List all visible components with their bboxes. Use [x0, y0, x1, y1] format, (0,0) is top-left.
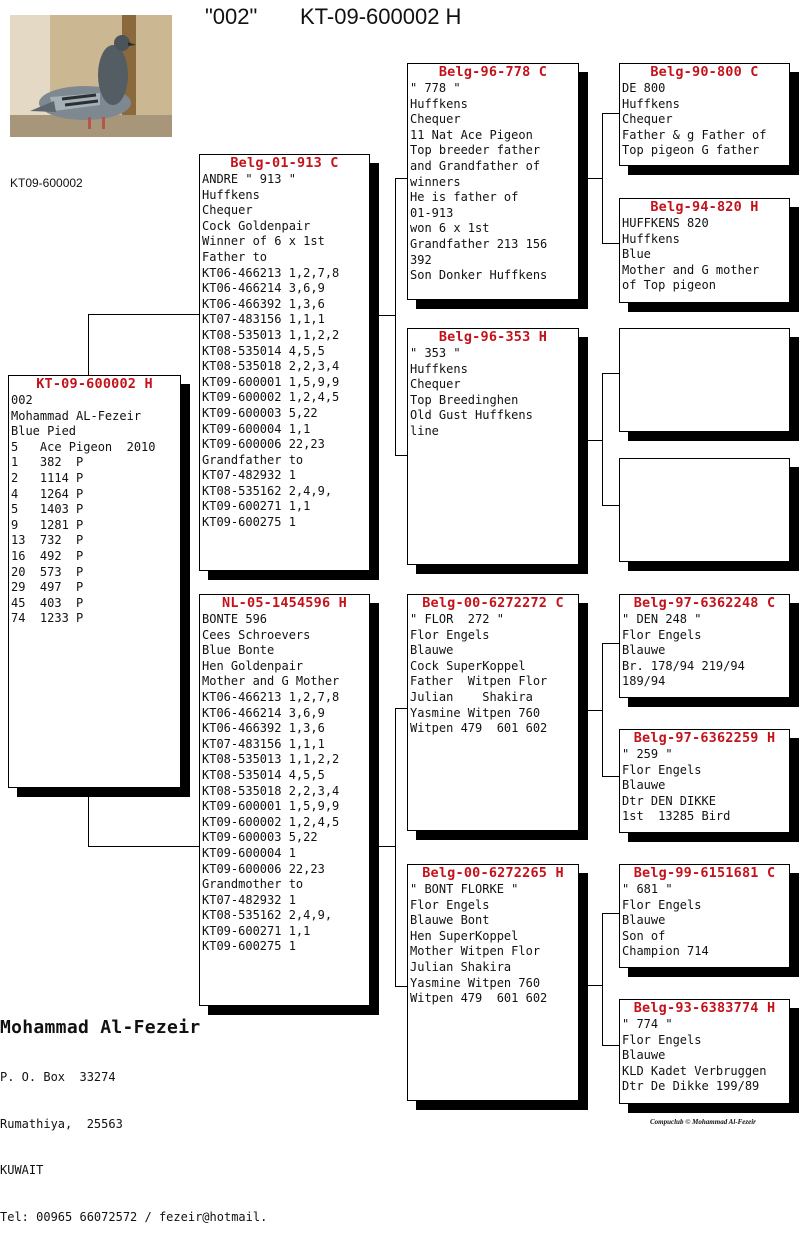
owner-line: P. O. Box 33274: [0, 1070, 116, 1084]
pedigree-line: KT07-482932 1: [202, 892, 296, 907]
pedigree-line: KT07-482932 1: [202, 468, 296, 483]
pedigree-line: KT06-466213 1,2,7,8: [202, 689, 340, 704]
pedigree-line: KT09-600275 1: [202, 939, 296, 954]
pedigree-line: 5 Ace Pigeon 2010: [11, 439, 156, 454]
pedigree-line: 1st 13285 Bird: [622, 809, 731, 824]
pedigree-line: Blauwe: [622, 643, 666, 658]
pedigree-line: and Grandfather of: [410, 158, 541, 173]
pedigree-line: Blauwe: [622, 778, 666, 793]
pigeon-photo: [10, 15, 172, 137]
pedigree-line: Winner of 6 x 1st: [202, 234, 325, 249]
pedigree-line: 11 Nat Ace Pigeon: [410, 127, 533, 142]
pedigree-line: " 259 ": [622, 747, 673, 761]
connector: [602, 643, 603, 776]
pedigree-line: Father to: [202, 249, 268, 264]
pedigree-line: Blauwe: [410, 643, 454, 658]
connector: [586, 985, 602, 986]
pedigree-line: Mohammad AL-Fezeir: [11, 408, 142, 423]
pedigree-ddd-box: [619, 999, 790, 1104]
pedigree-dam-box: [199, 594, 370, 1006]
pedigree-line: Blue Pied: [11, 424, 77, 439]
sire-ring: Belg-01-913 C: [230, 155, 339, 171]
pedigree-line: 5 1403 P: [11, 502, 84, 517]
pedigree-line: " 778 ": [410, 81, 461, 95]
connector: [602, 373, 619, 374]
pedigree-line: Dtr De Dikke 199/89: [622, 1079, 760, 1094]
owner-line: KUWAIT: [0, 1163, 44, 1177]
pedigree-line: Flor Engels: [410, 627, 490, 642]
pedigree-line: 1 382 P: [11, 455, 84, 470]
pedigree-line: KT08-535013 1,1,2,2: [202, 752, 340, 767]
dds-ring: Belg-99-6151681 C: [633, 865, 776, 881]
pedigree-line: KT09-600003 5,22: [202, 830, 318, 845]
pedigree-dam-dam-box: [407, 864, 579, 1101]
connector: [395, 178, 407, 179]
connector: [602, 505, 619, 506]
pedigree-line: KT08-535018 2,2,3,4: [202, 783, 340, 798]
dsd-ring: Belg-97-6362259 H: [633, 730, 776, 746]
pedigree-line: Chequer: [410, 112, 461, 127]
pedigree-line: Cock SuperKoppel: [410, 658, 526, 673]
pedigree-line: Witpen 479 601 602: [410, 991, 548, 1006]
pedigree-line: " 353 ": [410, 346, 461, 360]
pedigree-line: Top Breedinghen: [410, 392, 519, 407]
subject-ring: KT-09-600002 H: [36, 376, 153, 392]
pedigree-line: Blauwe: [622, 913, 666, 928]
pedigree-line: Flor Engels: [622, 897, 702, 912]
pedigree-sire-sire-box: [407, 63, 579, 300]
pedigree-line: Father Witpen Flor: [410, 674, 548, 689]
connector: [602, 243, 619, 244]
sire-dam-details: [408, 346, 578, 440]
owner-line: Rumathiya, 25563: [0, 1116, 123, 1131]
pedigree-line: Huffkens: [410, 361, 468, 376]
pedigree-line: Son of: [622, 928, 666, 943]
pedigree-ssd-box: [619, 198, 790, 303]
pedigree-line: Grandmother to: [202, 877, 304, 892]
connector: [602, 1045, 619, 1046]
pedigree-line: Chequer: [622, 112, 673, 127]
pigeon-photo-icon: [10, 15, 172, 137]
ssd-details: [620, 216, 789, 294]
pedigree-line: 2 1114 P: [11, 470, 84, 485]
pedigree-line: KT08-535014 4,5,5: [202, 767, 325, 782]
pedigree-line: Cock Goldenpair: [202, 218, 311, 233]
pedigree-line: " FLOR 272 ": [410, 612, 504, 626]
connector: [586, 440, 602, 441]
pedigree-line: Champion 714: [622, 944, 709, 959]
pedigree-line: 16 492 P: [11, 548, 84, 563]
dam-dam-details: [408, 882, 578, 1007]
dds-details: [620, 882, 789, 960]
pedigree-line: KT06-466214 3,6,9: [202, 281, 325, 296]
pedigree-line: Flor Engels: [622, 627, 702, 642]
dsd-details: [620, 747, 789, 825]
pedigree-line: Br. 178/94 219/94: [622, 658, 745, 673]
pedigree-line: KT09-600001 1,5,9,9: [202, 799, 340, 814]
sdd-ring: [620, 459, 789, 476]
pedigree-line: DE 800: [622, 81, 666, 95]
pedigree-line: 189/94: [622, 674, 666, 689]
pedigree-line: " 681 ": [622, 882, 673, 896]
pedigree-line: KT08-535014 4,5,5: [202, 343, 325, 358]
pedigree-line: " 774 ": [622, 1017, 673, 1031]
pedigree-subject-box: [8, 375, 181, 788]
pedigree-line: Yasmine Witpen 760: [410, 975, 541, 990]
pedigree-line: Julian Shakira: [410, 689, 533, 704]
connector: [586, 178, 602, 179]
pedigree-line: Hen Goldenpair: [202, 658, 304, 673]
pedigree-line: 45 403 P: [11, 595, 84, 610]
connector: [88, 846, 200, 847]
connector: [586, 710, 602, 711]
pedigree-line: KT08-535018 2,2,3,4: [202, 359, 340, 374]
connector: [602, 643, 619, 644]
pedigree-line: Hen SuperKoppel: [410, 928, 519, 943]
pedigree-line: KT09-600002 1,2,4,5: [202, 814, 340, 829]
pedigree-line: " BONT FLORKE ": [410, 882, 519, 896]
pedigree-line: Father & g Father of: [622, 127, 767, 142]
dam-sire-details: [408, 612, 578, 737]
owner-line: Tel: 00965 66072572 / fezeir@hotmail.: [0, 1209, 268, 1224]
connector: [395, 708, 396, 986]
connector: [370, 846, 395, 847]
pedigree-line: 392: [410, 252, 432, 267]
pedigree-line: BONTE 596: [202, 612, 268, 626]
sire-sire-ring: Belg-96-778 C: [438, 64, 548, 80]
pedigree-line: Top pigeon G father: [622, 143, 760, 158]
sire-details: [200, 172, 369, 531]
pedigree-line: Flor Engels: [622, 1032, 702, 1047]
sds-ring: [620, 329, 789, 346]
connector: [395, 708, 407, 709]
ddd-details: [620, 1017, 789, 1095]
connector: [602, 113, 603, 243]
sire-dam-ring: Belg-96-353 H: [438, 329, 548, 345]
pedigree-line: Mother Witpen Flor: [410, 944, 541, 959]
pedigree-sire-box: [199, 154, 370, 571]
pedigree-line: KT09-600002 1,2,4,5: [202, 390, 340, 405]
pedigree-line: KT09-600004 1,1: [202, 421, 311, 436]
ssd-ring: Belg-94-820 H: [650, 199, 759, 215]
pedigree-line: Huffkens: [202, 187, 260, 202]
connector: [602, 776, 619, 777]
pedigree-line: KT08-535162 2,4,9,: [202, 908, 333, 923]
pedigree-line: Old Gust Huffkens: [410, 408, 533, 423]
sss-details: [620, 81, 789, 159]
pedigree-line: Grandfather 213 156: [410, 236, 548, 251]
pedigree-line: Grandfather to: [202, 452, 304, 467]
pedigree-line: HUFFKENS 820: [622, 216, 709, 230]
subject-details: [9, 393, 180, 627]
dss-details: [620, 612, 789, 690]
pedigree-line: Chequer: [410, 377, 461, 392]
pedigree-line: ANDRE " 913 ": [202, 172, 296, 186]
dam-ring: NL-05-1454596 H: [222, 595, 347, 611]
footer-credit: Compuclub © Mohammad Al-Fezeir: [650, 1118, 756, 1126]
pedigree-line: " DEN 248 ": [622, 612, 702, 626]
pedigree-sire-dam-box: [407, 328, 579, 565]
pedigree-line: Dtr DEN DIKKE: [622, 793, 716, 808]
pedigree-line: won 6 x 1st: [410, 221, 490, 236]
pedigree-line: KT09-600275 1: [202, 515, 296, 530]
sss-ring: Belg-90-800 C: [650, 64, 759, 80]
pedigree-line: line: [410, 423, 439, 438]
pigeon-ring-title: KT-09-600002 H: [300, 4, 462, 29]
pedigree-sds-box: [619, 328, 790, 432]
photo-ring-label: KT09-600002: [10, 176, 83, 190]
pedigree-line: Flor Engels: [410, 897, 490, 912]
pedigree-dam-sire-box: [407, 594, 579, 831]
pedigree-line: Huffkens: [622, 231, 680, 246]
pedigree-line: KT09-600006 22,23: [202, 437, 325, 452]
connector: [88, 314, 89, 375]
pedigree-line: Mother and G mother: [622, 262, 760, 277]
pedigree-dss-box: [619, 594, 790, 698]
pedigree-line: Blauwe Bont: [410, 913, 490, 928]
pedigree-line: Blauwe: [622, 1048, 666, 1063]
pedigree-line: 01-913: [410, 205, 454, 220]
ddd-ring: Belg-93-6383774 H: [633, 1000, 776, 1016]
pedigree-line: KLD Kadet Verbruggen: [622, 1063, 767, 1078]
pedigree-line: KT07-483156 1,1,1: [202, 736, 325, 751]
pedigree-line: 9 1281 P: [11, 517, 84, 532]
connector: [88, 788, 89, 846]
pedigree-line: Top breeder father: [410, 143, 541, 158]
connector: [395, 178, 396, 455]
pedigree-line: KT09-600006 22,23: [202, 861, 325, 876]
pedigree-line: Huffkens: [622, 96, 680, 111]
pedigree-line: Blue: [622, 247, 651, 262]
pedigree-line: He is father of: [410, 190, 519, 205]
pedigree-dsd-box: [619, 729, 790, 833]
connector: [602, 913, 619, 914]
dss-ring: Belg-97-6362248 C: [633, 595, 776, 611]
pedigree-line: winners: [410, 174, 461, 189]
pedigree-line: KT06-466214 3,6,9: [202, 705, 325, 720]
pedigree-line: of Top pigeon: [622, 278, 716, 293]
pedigree-line: KT09-600271 1,1: [202, 499, 311, 514]
dam-details: [200, 612, 369, 955]
connector: [370, 315, 395, 316]
pedigree-line: KT09-600001 1,5,9,9: [202, 374, 340, 389]
pedigree-line: KT09-600004 1: [202, 845, 296, 860]
pedigree-line: Blue Bonte: [202, 643, 275, 658]
pedigree-line: Son Donker Huffkens: [410, 268, 548, 283]
pedigree-line: KT06-466392 1,3,6: [202, 296, 325, 311]
pedigree-line: KT09-600271 1,1: [202, 923, 311, 938]
pedigree-line: 4 1264 P: [11, 486, 84, 501]
pedigree-line: Yasmine Witpen 760: [410, 705, 541, 720]
connector: [602, 113, 619, 114]
pedigree-line: 29 497 P: [11, 580, 84, 595]
pedigree-line: KT08-535013 1,1,2,2: [202, 327, 340, 342]
connector: [602, 913, 603, 1045]
pedigree-line: KT09-600003 5,22: [202, 405, 318, 420]
connector: [88, 314, 200, 315]
owner-name: Mohammad Al-Fezeir: [0, 1017, 201, 1038]
dam-dam-ring: Belg-00-6272265 H: [422, 865, 564, 881]
pedigree-line: 13 732 P: [11, 533, 84, 548]
pedigree-line: KT07-483156 1,1,1: [202, 312, 325, 327]
pedigree-line: KT06-466392 1,3,6: [202, 721, 325, 736]
connector: [395, 986, 407, 987]
pedigree-sdd-box: [619, 458, 790, 562]
pedigree-line: 20 573 P: [11, 564, 84, 579]
connector: [395, 455, 407, 456]
pedigree-line: Julian Shakira: [410, 959, 512, 974]
owner-address: [0, 1039, 267, 1241]
pedigree-line: Chequer: [202, 203, 253, 218]
pedigree-line: Cees Schroevers: [202, 627, 311, 642]
pigeon-name: "002": [205, 4, 258, 29]
connector: [602, 373, 603, 505]
pedigree-line: Huffkens: [410, 96, 468, 111]
pedigree-line: KT06-466213 1,2,7,8: [202, 265, 340, 280]
pedigree-line: KT08-535162 2,4,9,: [202, 483, 333, 498]
pedigree-dds-box: [619, 864, 790, 968]
pedigree-sss-box: [619, 63, 790, 166]
pedigree-line: 002: [11, 393, 33, 407]
sire-sire-details: [408, 81, 578, 284]
dam-sire-ring: Belg-00-6272272 C: [422, 595, 564, 611]
pedigree-line: Flor Engels: [622, 762, 702, 777]
pedigree-line: Witpen 479 601 602: [410, 721, 548, 736]
pedigree-line: 74 1233 P: [11, 611, 84, 626]
pedigree-line: Mother and G Mother: [202, 674, 340, 689]
